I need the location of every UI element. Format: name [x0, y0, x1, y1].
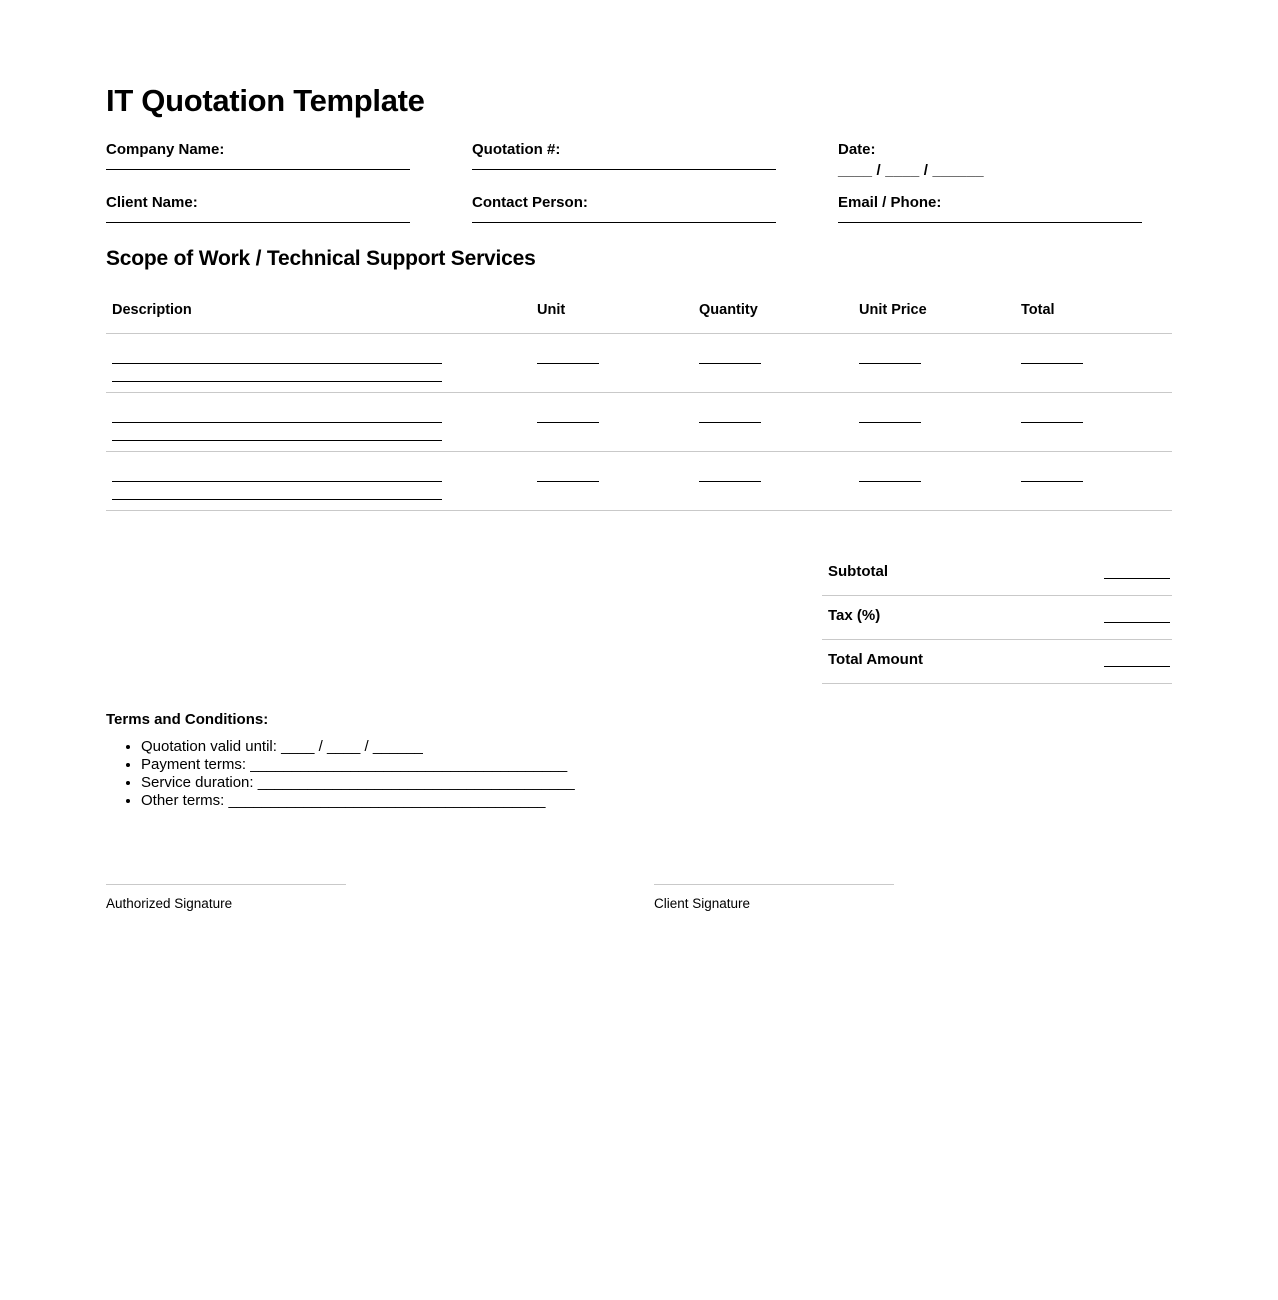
field-input-contact-person[interactable] [472, 222, 776, 223]
field-contact-person [472, 193, 776, 223]
description-rule-2 [112, 364, 442, 382]
row-input-unit-price[interactable] [859, 422, 921, 423]
column-header-unit: Unit [537, 302, 566, 318]
description-rule-2 [112, 482, 442, 500]
field-label-company-name: Company Name: [106, 141, 225, 158]
row-input-quantity[interactable] [699, 363, 761, 364]
column-header-quantity: Quantity [699, 302, 758, 318]
row-input-unit-price[interactable] [859, 481, 921, 482]
field-input-company-name[interactable] [106, 169, 410, 170]
description-rule-1 [112, 464, 442, 482]
row-input-unit[interactable] [537, 422, 599, 423]
list-item[interactable]: • Other terms: ______________________________________ [141, 792, 806, 810]
totals-row-total-amount [822, 640, 1172, 684]
list-item[interactable]: • Payment terms: ______________________________________ [141, 756, 806, 774]
totals-input-total-amount[interactable] [1104, 666, 1170, 667]
field-label-date: Date: [838, 141, 876, 158]
row-input-unit-price[interactable] [859, 363, 921, 364]
field-input-date[interactable]: ____ / ____ / ______ [838, 162, 984, 179]
list-item[interactable]: • Service duration: ______________________________________ [141, 774, 806, 792]
column-header-total: Total [1021, 302, 1055, 318]
signature-line-authorized[interactable] [106, 884, 346, 885]
field-email-phone [838, 193, 1142, 223]
row-input-quantity[interactable] [699, 422, 761, 423]
row-input-total[interactable] [1021, 363, 1083, 364]
field-quotation-number [472, 140, 776, 170]
field-client-name [106, 193, 410, 223]
terms-list [106, 738, 806, 810]
row-input-description[interactable] [112, 464, 442, 500]
totals-summary [822, 552, 1172, 684]
description-rule-1 [112, 405, 442, 423]
totals-label-total-amount: Total Amount [828, 651, 923, 668]
totals-input-tax[interactable] [1104, 622, 1170, 623]
table-header-row [106, 300, 1172, 334]
signature-line-client[interactable] [654, 884, 894, 885]
column-header-unit-price: Unit Price [859, 302, 927, 318]
totals-row-tax [822, 596, 1172, 640]
field-label-client-name: Client Name: [106, 194, 198, 211]
row-input-total[interactable] [1021, 481, 1083, 482]
list-item[interactable]: • Quotation valid until: ____ / ____ / ______ [141, 738, 806, 756]
signature-block-authorized [106, 884, 346, 912]
signature-label-authorized: Authorized Signature [106, 896, 233, 911]
field-company-name [106, 140, 410, 170]
terms-title: Terms and Conditions: [106, 711, 269, 728]
signature-block-client [654, 884, 894, 912]
row-input-total[interactable] [1021, 422, 1083, 423]
field-label-email-phone: Email / Phone: [838, 194, 942, 211]
scope-of-work-table [106, 300, 1172, 511]
totals-row-subtotal [822, 552, 1172, 596]
field-date [838, 140, 1142, 180]
page-title: IT Quotation Template [106, 83, 425, 118]
row-input-unit[interactable] [537, 481, 599, 482]
field-input-client-name[interactable] [106, 222, 410, 223]
terms-and-conditions [106, 710, 806, 810]
table-row [106, 393, 1172, 452]
table-row [106, 334, 1172, 393]
signature-label-client: Client Signature [654, 896, 751, 911]
totals-input-subtotal[interactable] [1104, 578, 1170, 579]
field-label-quotation-number: Quotation #: [472, 141, 561, 158]
row-input-unit[interactable] [537, 363, 599, 364]
section-heading-scope-of-work: Scope of Work / Technical Support Services [106, 247, 536, 270]
description-rule-2 [112, 423, 442, 441]
column-header-description: Description [112, 302, 192, 318]
description-rule-1 [112, 346, 442, 364]
totals-label-subtotal: Subtotal [828, 563, 888, 580]
row-input-description[interactable] [112, 346, 442, 382]
row-input-description[interactable] [112, 405, 442, 441]
totals-label-tax: Tax (%) [828, 607, 881, 624]
field-input-email-phone[interactable] [838, 222, 1142, 223]
field-label-contact-person: Contact Person: [472, 194, 588, 211]
table-row [106, 452, 1172, 511]
row-input-quantity[interactable] [699, 481, 761, 482]
field-input-quotation-number[interactable] [472, 169, 776, 170]
